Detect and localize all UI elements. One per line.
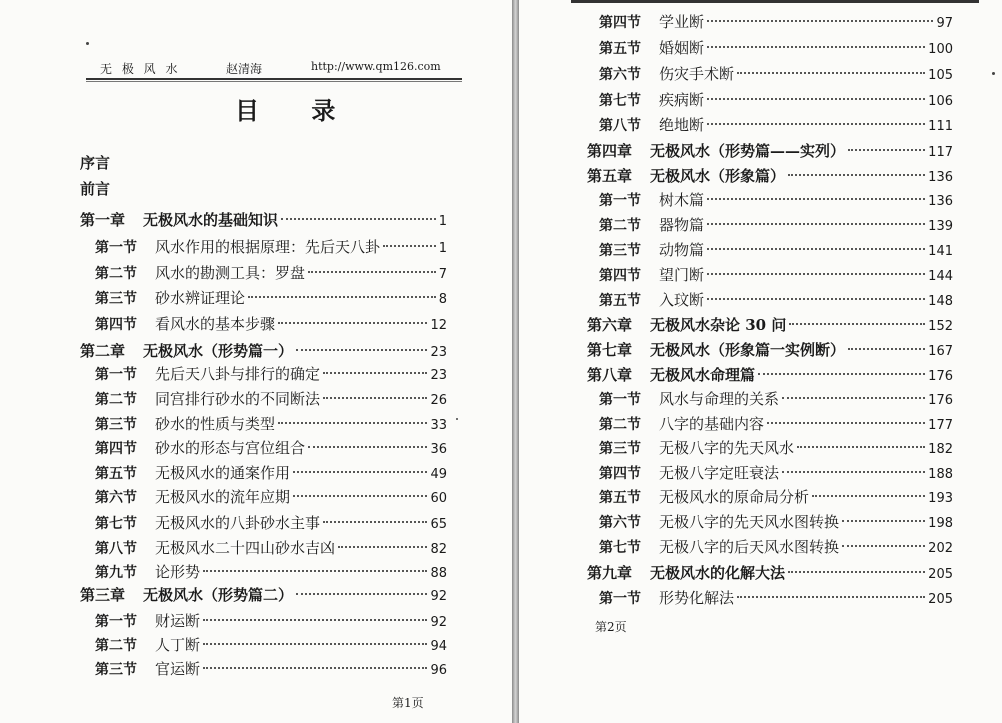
toc-entry-title: 入玟断 <box>659 291 705 309</box>
toc-entry-number: 第五章 <box>587 167 633 185</box>
dot-leader <box>278 422 427 424</box>
toc-entry-page: 1 <box>438 214 447 229</box>
toc-section-row <box>599 189 953 211</box>
toc-entry-page: 139 <box>928 219 953 234</box>
toc-section-row <box>95 413 447 435</box>
toc-entry-number: 第九节 <box>95 565 137 581</box>
toc-entry-page: 136 <box>928 170 953 185</box>
header-url: http://www.qm126.com <box>311 60 441 73</box>
dot-leader <box>782 471 925 473</box>
toc-entry-page: 1 <box>438 241 447 256</box>
dot-leader <box>842 520 925 522</box>
toc-entry-number: 序言 <box>80 154 111 172</box>
toc-section-row <box>95 634 447 656</box>
dot-leader <box>281 218 436 220</box>
book-gutter <box>512 0 519 723</box>
toc-entry-title: 官运断 <box>155 660 201 678</box>
toc-chapter-row <box>587 339 953 361</box>
toc-entry-number: 第一节 <box>95 614 137 630</box>
toc-entry-page: 205 <box>928 567 953 582</box>
toc-entry-page: 198 <box>928 516 953 531</box>
toc-entry-page: 8 <box>438 292 447 307</box>
dot-leader <box>788 174 925 176</box>
toc-title: 目 录 <box>235 97 358 125</box>
toc-section-row <box>95 262 447 284</box>
toc-entry-number: 第四节 <box>95 317 137 333</box>
toc-section-row <box>95 363 447 385</box>
dot-leader <box>707 20 933 22</box>
dot-leader <box>707 298 925 300</box>
toc-entry-title: 风水与命理的关系 <box>659 390 780 408</box>
toc-entry-page: 144 <box>928 269 953 284</box>
toc-entry-title: 望门断 <box>659 266 705 284</box>
toc-entry-number: 第八章 <box>587 366 633 384</box>
toc-entry-page: 141 <box>928 244 953 259</box>
toc-entry-number: 第一节 <box>95 367 137 383</box>
toc-entry-page: 94 <box>430 639 447 654</box>
toc-section-row <box>599 388 953 410</box>
toc-entry-number: 第六节 <box>599 67 641 83</box>
toc-entry-page: 177 <box>928 418 953 433</box>
toc-entry-page: 36 <box>430 442 447 457</box>
dot-leader <box>707 223 925 225</box>
toc-entry-page: 23 <box>430 345 447 360</box>
toc-entry-number: 第二节 <box>599 218 641 234</box>
toc-section-row <box>95 313 447 335</box>
toc-entry-title: 无极八字定旺衰法 <box>659 464 780 482</box>
toc-entry-title: 先后天八卦与排行的确定 <box>155 365 321 383</box>
toc-entry-number: 第二节 <box>95 392 137 408</box>
toc-section-row <box>95 537 447 559</box>
toc-entry-number: 第四节 <box>95 441 137 457</box>
toc-entry-number: 第二节 <box>95 638 137 654</box>
toc-entry-page: 117 <box>928 145 953 160</box>
toc-entry-number: 第六章 <box>587 316 633 334</box>
toc-entry-number: 第五节 <box>599 41 641 57</box>
toc-entry-title: 砂水的形态与宫位组合 <box>155 439 306 457</box>
toc-entry-page: 202 <box>928 541 953 556</box>
toc-section-row <box>95 610 447 632</box>
toc-entry-title: 学业断 <box>659 13 705 31</box>
toc-chapter-row <box>587 165 953 187</box>
toc-entry-title: 无极风水（形象篇） <box>650 167 786 185</box>
toc-entry-page: 167 <box>928 344 953 359</box>
toc-section-row <box>599 89 953 111</box>
toc-section-row <box>599 264 953 286</box>
toc-entry-title: 人丁断 <box>155 636 201 654</box>
toc-chapter-row <box>587 364 953 386</box>
toc-section-row <box>599 11 953 33</box>
toc-entry-title: 无极风水的化解大法 <box>650 564 786 582</box>
toc-entry-number: 第四节 <box>599 268 641 284</box>
toc-entry-number: 第六节 <box>95 490 137 506</box>
dot-leader <box>797 446 925 448</box>
scan-speck <box>456 418 458 420</box>
toc-entry-page: 26 <box>430 393 447 408</box>
toc-entry-title: 绝地断 <box>659 116 705 134</box>
toc-entry-title: 无极风水（形势篇二） <box>143 586 294 604</box>
toc-entry-number: 第三节 <box>95 417 137 433</box>
toc-entry-number: 第七节 <box>95 516 137 532</box>
header-rule-thin <box>86 81 462 82</box>
dot-leader <box>278 322 427 324</box>
toc-entry-page: 92 <box>430 589 447 604</box>
toc-entry-number: 第六节 <box>599 515 641 531</box>
toc-entry-title: 树木篇 <box>659 191 705 209</box>
header-rule-top <box>571 0 979 3</box>
toc-entry-page: 193 <box>928 491 953 506</box>
toc-entry-title: 砂水的性质与类型 <box>155 415 276 433</box>
scan-speck <box>86 42 89 45</box>
toc-entry-title: 无极风水（形势篇——实列） <box>650 142 846 160</box>
toc-entry-title: 砂水辨证理论 <box>155 289 246 307</box>
dot-leader <box>707 46 925 48</box>
page-number-left: 第1页 <box>392 696 424 710</box>
toc-entry-title: 无极风水杂论 30 问 <box>650 316 787 334</box>
toc-entry-title: 婚姻断 <box>659 39 705 57</box>
toc-chapter-row <box>587 140 953 162</box>
toc-entry-title: 无极风水的八卦砂水主事 <box>155 514 321 532</box>
toc-entry-number: 第八节 <box>95 541 137 557</box>
header-rule <box>86 78 462 80</box>
toc-entry-title: 器物篇 <box>659 216 705 234</box>
toc-section-row <box>599 114 953 136</box>
dot-leader <box>737 596 925 598</box>
toc-entry-page: 148 <box>928 294 953 309</box>
toc-section-row <box>95 462 447 484</box>
toc-chapter-row <box>80 209 447 231</box>
toc-entry-number: 第三章 <box>80 586 126 604</box>
toc-entry-number: 第三节 <box>95 662 137 678</box>
toc-section-row <box>95 287 447 309</box>
toc-entry-page: 12 <box>430 318 447 333</box>
dot-leader <box>296 349 427 351</box>
dot-leader <box>707 198 925 200</box>
dot-leader <box>308 446 427 448</box>
dot-leader <box>767 422 925 424</box>
toc-entry-number: 第一节 <box>599 193 641 209</box>
toc-entry-page: 60 <box>430 491 447 506</box>
toc-entry-page: 96 <box>430 663 447 678</box>
toc-entry-number: 第八节 <box>599 118 641 134</box>
toc-entry-title: 无极八字的先天风水 <box>659 439 795 457</box>
toc-entry-number: 第一章 <box>80 211 126 229</box>
toc-section-row <box>95 388 447 410</box>
toc-entry-title: 看风水的基本步骤 <box>155 315 276 333</box>
dot-leader <box>782 397 925 399</box>
toc-entry-number: 第五节 <box>599 293 641 309</box>
toc-entry-number: 第一节 <box>95 240 137 256</box>
toc-entry-title: 财运断 <box>155 612 201 630</box>
toc-entry-title: 无极风水命理篇 <box>650 366 756 384</box>
toc-entry-number: 第五节 <box>95 466 137 482</box>
right-page <box>519 0 1002 723</box>
header-author: 赵清海 <box>226 62 263 76</box>
toc-section-row <box>95 658 447 680</box>
toc-entry-page: 33 <box>430 418 447 433</box>
dot-leader <box>248 296 436 298</box>
dot-leader <box>707 273 925 275</box>
toc-entry-page: 49 <box>430 467 447 482</box>
toc-entry-title: 风水的勘测工具：罗盘 <box>155 264 306 282</box>
toc-entry-title: 无极八字的后天风水图转换 <box>659 538 840 556</box>
toc-entry-title: 疾病断 <box>659 91 705 109</box>
dot-leader <box>296 593 427 595</box>
toc-entry-page: 106 <box>928 94 953 109</box>
dot-leader <box>758 373 925 375</box>
toc-entry-page: 152 <box>928 319 953 334</box>
toc-entry-title: 无极风水的基础知识 <box>143 211 279 229</box>
toc-entry-title: 无极风水的原命局分析 <box>659 488 810 506</box>
toc-section-row <box>95 437 447 459</box>
toc-entry-number: 第七节 <box>599 540 641 556</box>
dot-leader <box>812 495 925 497</box>
toc-entry-number: 第四节 <box>599 466 641 482</box>
toc-entry-number: 第四节 <box>599 15 641 31</box>
dot-leader <box>789 323 925 325</box>
toc-entry-page: 205 <box>928 592 953 607</box>
toc-entry-page: 111 <box>928 119 953 134</box>
header-book-title: 无 极 风 水 <box>100 62 181 76</box>
toc-entry-title: 无极风水（形象篇一实例断） <box>650 341 846 359</box>
toc-entry-number: 第一节 <box>599 591 641 607</box>
toc-entry-title: 无极风水（形势篇一） <box>143 342 294 360</box>
scan-speck <box>992 72 995 75</box>
toc-entry-page: 23 <box>430 368 447 383</box>
toc-chapter-row <box>80 584 447 606</box>
toc-entry-title: 同宫排行砂水的不同断法 <box>155 390 321 408</box>
toc-entry-title: 无极风水的流年应期 <box>155 488 291 506</box>
toc-chapter-row <box>587 562 953 584</box>
dot-leader <box>848 149 925 151</box>
toc-entry-number: 第三节 <box>95 291 137 307</box>
toc-entry-number: 第二章 <box>80 342 126 360</box>
dot-leader <box>203 667 427 669</box>
dot-leader <box>707 123 925 125</box>
toc-entry-page: 136 <box>928 194 953 209</box>
dot-leader <box>203 619 427 621</box>
toc-entry-number: 第一节 <box>599 392 641 408</box>
toc-entry-page: 65 <box>430 517 447 532</box>
toc-entry-page: 100 <box>928 42 953 57</box>
dot-leader <box>707 98 925 100</box>
dot-leader <box>323 521 427 523</box>
toc-entry-page: 7 <box>438 267 447 282</box>
toc-section-row <box>599 63 953 85</box>
toc-section-row <box>599 413 953 435</box>
toc-entry-title: 论形势 <box>155 563 201 581</box>
toc-entry-title: 伤灾手术断 <box>659 65 735 83</box>
dot-leader <box>848 348 925 350</box>
toc-front-row <box>80 178 110 200</box>
dot-leader <box>737 72 925 74</box>
toc-entry-number: 第二节 <box>95 266 137 282</box>
toc-entry-title: 无极八字的先天风水图转换 <box>659 513 840 531</box>
dot-leader <box>308 271 436 273</box>
toc-section-row <box>599 587 953 609</box>
toc-section-row <box>599 289 953 311</box>
toc-chapter-row <box>80 340 447 362</box>
toc-entry-number: 第七章 <box>587 341 633 359</box>
toc-section-row <box>599 37 953 59</box>
toc-entry-page: 92 <box>430 615 447 630</box>
toc-entry-page: 97 <box>936 16 953 31</box>
toc-section-row <box>95 236 447 258</box>
toc-entry-page: 82 <box>430 542 447 557</box>
toc-section-row <box>95 561 447 583</box>
toc-entry-number: 第二节 <box>599 417 641 433</box>
toc-entry-page: 105 <box>928 68 953 83</box>
toc-entry-title: 无极风水的通案作用 <box>155 464 291 482</box>
dot-leader <box>323 397 427 399</box>
toc-entry-title: 八字的基础内容 <box>659 415 765 433</box>
toc-section-row <box>599 462 953 484</box>
toc-section-row <box>599 486 953 508</box>
toc-entry-page: 188 <box>928 467 953 482</box>
dot-leader <box>383 245 436 247</box>
toc-section-row <box>599 511 953 533</box>
toc-front-row <box>80 152 110 174</box>
toc-entry-title: 形势化解法 <box>659 589 735 607</box>
toc-section-row <box>95 512 447 534</box>
toc-entry-number: 第七节 <box>599 93 641 109</box>
dot-leader <box>203 643 427 645</box>
toc-entry-title: 动物篇 <box>659 241 705 259</box>
toc-section-row <box>599 239 953 261</box>
dot-leader <box>293 495 427 497</box>
toc-section-row <box>599 536 953 558</box>
dot-leader <box>293 471 427 473</box>
dot-leader <box>788 571 925 573</box>
toc-entry-page: 88 <box>430 566 447 581</box>
toc-section-row <box>95 486 447 508</box>
toc-entry-page: 176 <box>928 369 953 384</box>
page-number-right: 第2页 <box>595 620 627 634</box>
toc-entry-page: 176 <box>928 393 953 408</box>
dot-leader <box>323 372 427 374</box>
toc-entry-number: 第九章 <box>587 564 633 582</box>
toc-chapter-row <box>587 314 953 336</box>
toc-entry-number: 前言 <box>80 180 111 198</box>
toc-section-row <box>599 437 953 459</box>
toc-entry-page: 182 <box>928 442 953 457</box>
toc-entry-number: 第三节 <box>599 243 641 259</box>
toc-entry-number: 第四章 <box>587 142 633 160</box>
toc-entry-title: 风水作用的根据原理：先后天八卦 <box>155 238 381 256</box>
toc-entry-number: 第五节 <box>599 490 641 506</box>
toc-entry-number: 第三节 <box>599 441 641 457</box>
dot-leader <box>707 248 925 250</box>
toc-entry-title: 无极风水二十四山砂水吉凶 <box>155 539 336 557</box>
dot-leader <box>338 546 427 548</box>
dot-leader <box>203 570 427 572</box>
dot-leader <box>842 545 925 547</box>
toc-section-row <box>599 214 953 236</box>
